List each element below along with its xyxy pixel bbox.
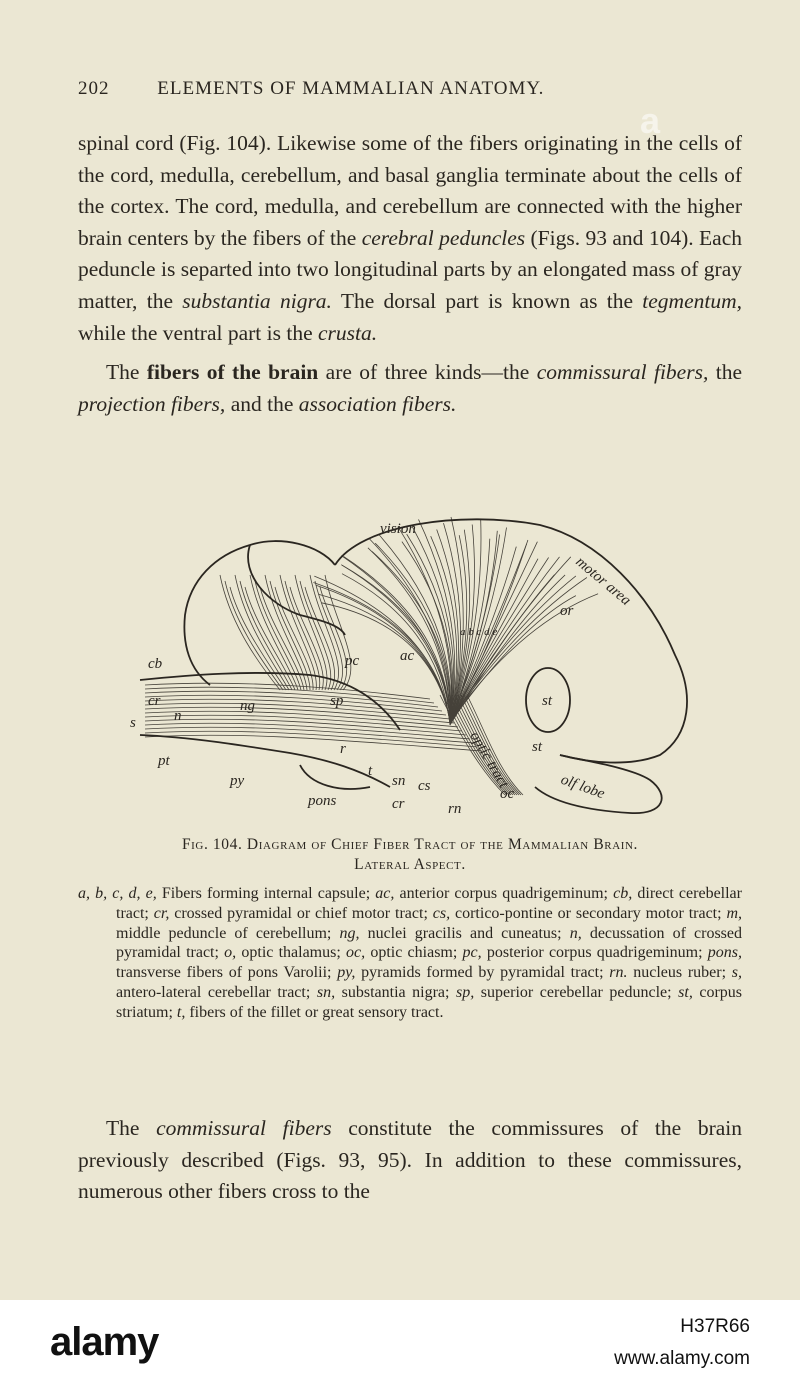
figure-caption-line1: Fig. 104. Diagram of Chief Fiber Tract of the Mammalian Brain. — [181, 836, 639, 853]
fig-label-pons: pons — [308, 793, 337, 809]
brain-fiber-diagram — [130, 505, 690, 825]
fig-label-t: t — [368, 763, 373, 779]
legend-description: optic thalamus; — [236, 944, 347, 962]
legend-description: pyramids formed by pyramidal tract; — [355, 964, 610, 982]
legend-description: direct cerebellar tract; — [116, 885, 742, 922]
fig-label-st-2: st — [532, 739, 543, 755]
stock-footer — [0, 1300, 800, 1390]
fiber-stroke — [375, 543, 450, 721]
fig-label-optic-tract: optic tract — [466, 729, 512, 791]
legend-description: crossed pyramidal or chief motor tract; — [169, 904, 433, 922]
fiber-stroke — [344, 557, 450, 724]
legend-key: pons, — [707, 944, 743, 962]
text-run: The dorsal part is known as the — [331, 288, 643, 313]
fig-label-oc: oc — [500, 786, 515, 802]
legend-key: sn, — [316, 983, 336, 1001]
text-block-bottom — [78, 1113, 742, 1208]
running-title: ELEMENTS OF MAMMALIAN ANATOMY. — [157, 78, 545, 99]
text-run: and the — [225, 391, 299, 416]
legend-key: st, — [678, 983, 693, 1001]
text-run: constitute the commissures of the brain previously described (Figs. 93, 95). In addition to these commissures, numerous other fibers cross to the — [78, 1116, 742, 1204]
legend-description: nucleus ruber; — [627, 964, 732, 982]
alamy-logo: alamy — [50, 1320, 159, 1364]
term-cerebral-peduncles: cerebral peduncles — [361, 225, 526, 250]
figure-caption — [78, 835, 742, 875]
image-id: H37R66 — [680, 1316, 750, 1337]
legend-key: s, — [731, 964, 743, 982]
legend-description: substantia nigra; — [335, 983, 457, 1001]
fig-label-olf-lobe: olf lobe — [558, 771, 607, 803]
text-run: the — [708, 360, 742, 385]
legend-key: t, — [176, 1003, 186, 1021]
term-commissural-fibers: commissural fibers, — [536, 360, 709, 385]
legend-description: antero-lateral cerebellar tract; — [116, 983, 317, 1001]
paragraph-continuation — [78, 128, 742, 349]
fig-label-or: or — [560, 603, 574, 619]
fig-label-motor-area: motor area — [572, 553, 634, 609]
fig-label-rn: rn — [448, 801, 462, 817]
fig-label-pt: pt — [158, 753, 170, 769]
text-run: The — [106, 360, 147, 385]
figure-legend — [78, 884, 742, 1023]
legend-key: m, — [726, 904, 743, 922]
fig-label-vision: vision — [380, 521, 416, 537]
legend-description: fibers of the fillet or great sensory tract. — [185, 1003, 444, 1021]
fig-label-cr-2: cr — [392, 796, 405, 812]
legend-key: cs, — [432, 904, 451, 922]
legend-key: ng, — [339, 924, 360, 942]
text-run: are of three kinds—the — [318, 360, 537, 385]
term-association-fibers: association fibers. — [298, 391, 457, 416]
fig-label-ng: ng — [240, 698, 255, 714]
fig-label-sp: sp — [330, 693, 344, 709]
fig-label-pc: pc — [345, 653, 360, 669]
fig-label-n: n — [174, 708, 182, 724]
legend-description: middle peduncle of cerebellum; — [116, 924, 340, 942]
fig-label-s: s — [130, 715, 136, 731]
cerebellum-inner-outline — [248, 545, 345, 635]
fig-label-cb: cb — [148, 656, 163, 672]
heading-term-fibers-of-brain: fibers of the brain — [146, 360, 319, 385]
legend-key: py, — [337, 964, 356, 982]
text-run: spinal cord (Fig. 104). Likewise some of the fibers originating in the cells of the cord, medulla, cerebellum, and basal ganglia terminate about the cells of the cortex. The cord, medulla, and cerebellum are connected with the higher brain centers by the fibers of the — [78, 131, 742, 250]
fig-label-py: py — [230, 773, 245, 789]
legend-description: cortico-pontine or secondary motor tract; — [450, 904, 727, 922]
fig-label-sn: sn — [392, 773, 406, 789]
term-tegmentum: tegmentum, — [642, 288, 742, 313]
legend-description: corpus striatum; — [116, 983, 743, 1021]
text-run: The — [106, 1116, 157, 1140]
legend-description: nuclei gracilis and cuneatus; — [359, 924, 570, 942]
fiber-stroke — [341, 556, 450, 721]
legend-description: superior cerebellar peduncle; — [474, 983, 679, 1001]
legend-description: Fibers forming internal capsule; — [156, 885, 376, 902]
legend-key: sp, — [456, 983, 475, 1001]
fig-label-cr: cr — [148, 693, 161, 709]
legend-key: ac, — [375, 885, 395, 902]
legend-key: a, b, c, d, e, — [78, 885, 157, 902]
fig-label-abcde: a b c d e — [460, 626, 498, 638]
paragraph-fibers-of-brain — [78, 357, 742, 420]
legend-key: rn. — [609, 964, 628, 982]
term-crusta: crusta. — [318, 320, 378, 345]
cerebrum-outline — [335, 519, 687, 762]
term-projection-fibers: projection fibers, — [78, 391, 226, 416]
figure-caption-line2: Lateral Aspect. — [354, 856, 466, 873]
term-substantia-nigra: substantia nigra. — [182, 288, 332, 313]
fig-label-cs: cs — [418, 778, 431, 794]
legend-description: optic chiasm; — [365, 944, 463, 962]
legend-key: pc, — [462, 944, 482, 962]
fig-label-r: r — [340, 741, 346, 757]
pons-outline — [300, 765, 370, 789]
running-header — [78, 78, 740, 100]
fig-label-st: st — [542, 693, 553, 709]
fiber-stroke — [450, 578, 587, 722]
text-run: while the ventral part is the — [78, 320, 319, 345]
fig-label-ac: ac — [400, 648, 415, 664]
legend-description: anterior corpus quadrigeminum; — [394, 885, 614, 902]
legend-key: o, — [224, 944, 237, 962]
legend-key: n, — [569, 924, 582, 942]
legend-key: oc, — [346, 944, 366, 962]
legend-key: cb, — [613, 885, 633, 902]
page-number: 202 — [78, 78, 110, 99]
watermark: a — [640, 100, 661, 141]
legend-description: posterior corpus quadrigeminum; — [481, 944, 708, 962]
text-run: (Figs. 93 and 104). Each peduncle is separted into two longitudinal parts by an elongated mass of gray matter, the — [78, 225, 742, 313]
paragraph-commissural — [78, 1113, 742, 1208]
term-commissural-fibers: commissural fibers — [156, 1116, 332, 1140]
fiber-bundles — [145, 517, 598, 795]
legend-description: decussation of crossed pyramidal tract; — [116, 924, 743, 962]
text-block-top — [78, 128, 742, 420]
legend-key: cr, — [153, 904, 170, 922]
legend-description: transverse fibers of pons Varolii; — [116, 964, 338, 982]
site-url: www.alamy.com — [614, 1348, 750, 1369]
